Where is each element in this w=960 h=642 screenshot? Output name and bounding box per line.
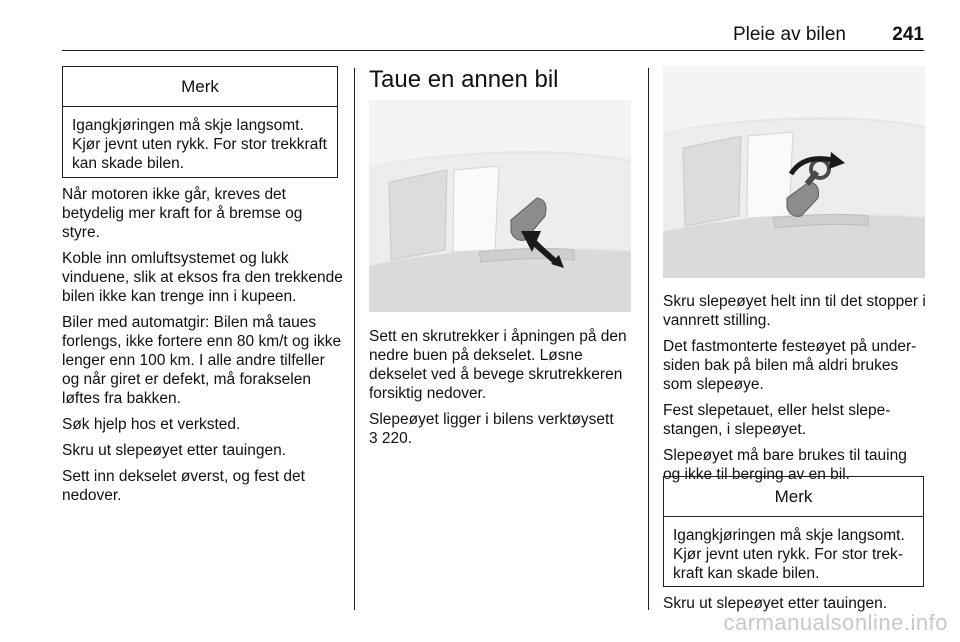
paragraph: Sett inn dekselet øverst, og fest det nedover.: [62, 468, 305, 504]
towing-eye-illustration: [663, 66, 925, 278]
paragraph: Fest slepetauet, eller helst slepestangen, i slepeøyet.: [663, 402, 891, 438]
note-title: Merk: [664, 477, 923, 517]
paragraph: Slepeøyet må bare brukes til tauing og ikke til berging av en bil.: [663, 447, 907, 483]
note-body: Igangkjøringen må skje langsomt. Kjør jevnt uten rykk. For stor trekkraft kan skade bilen.: [673, 527, 905, 582]
paragraph: Når motoren ikke går, kreves det betydelig mer kraft for å bremse og styre.: [62, 186, 303, 241]
section-title: Pleie av bilen: [732, 24, 846, 45]
note-box-right: [663, 476, 924, 587]
paragraph: Sett en skrutrekker i åpningen på den nedre buen på dekselet. Løsne dekselet ved å bevege skrutrekkeren forsiktig nedover.: [369, 328, 627, 402]
column-divider-2: [648, 68, 649, 610]
paragraph: Slepeøyet ligger i bilens verktøysett: [369, 411, 614, 428]
left-body-text: [62, 185, 344, 512]
figure-screw-in-towing-eye: [663, 66, 925, 278]
paragraph: Skru slepeøyet helt inn til det stopper i vannrett stilling.: [663, 293, 926, 329]
note-title: Merk: [63, 67, 337, 107]
middle-body-text: [369, 327, 641, 455]
paragraph: Koble inn omluftsystemet og lukk vinduene, slik at eksos fra den trekkende bilen ikke kan trenge inn i kupeen.: [62, 250, 343, 305]
page-reference: 3 220.: [369, 430, 413, 447]
page-header: [62, 24, 924, 48]
column-divider-1: [354, 68, 355, 610]
watermark: carmanualsonline.info: [723, 610, 948, 635]
paragraph: Søk hjelp hos et verksted.: [62, 416, 241, 433]
header-divider: [62, 50, 924, 51]
paragraph: Det fastmonterte festeøyet på undersiden bak på bilen må aldri brukes som slepeøye.: [663, 338, 917, 393]
car-bumper-illustration: [369, 100, 631, 312]
note-box-left: [62, 66, 338, 178]
right-body-text: [663, 292, 928, 491]
paragraph: Skru ut slepeøyet etter tauingen.: [663, 595, 888, 612]
note-body: Igangkjøringen må skje langsomt. Kjør jevnt uten rykk. For stor trekkraft kan skade bilen.: [72, 117, 327, 172]
page-number: 241: [892, 24, 924, 45]
paragraph: Skru ut slepeøyet etter tauingen.: [62, 442, 287, 459]
figure-remove-cover: [369, 100, 631, 312]
section-heading: Taue en annen bil: [369, 66, 559, 93]
paragraph: Biler med automatgir: Bilen må taues forlengs, ikke fortere enn 80 km/t og ikke lenger enn 100 km. I alle andre tilfeller og når giret er defekt, må forakselen løftes fra bakken.: [62, 314, 342, 407]
